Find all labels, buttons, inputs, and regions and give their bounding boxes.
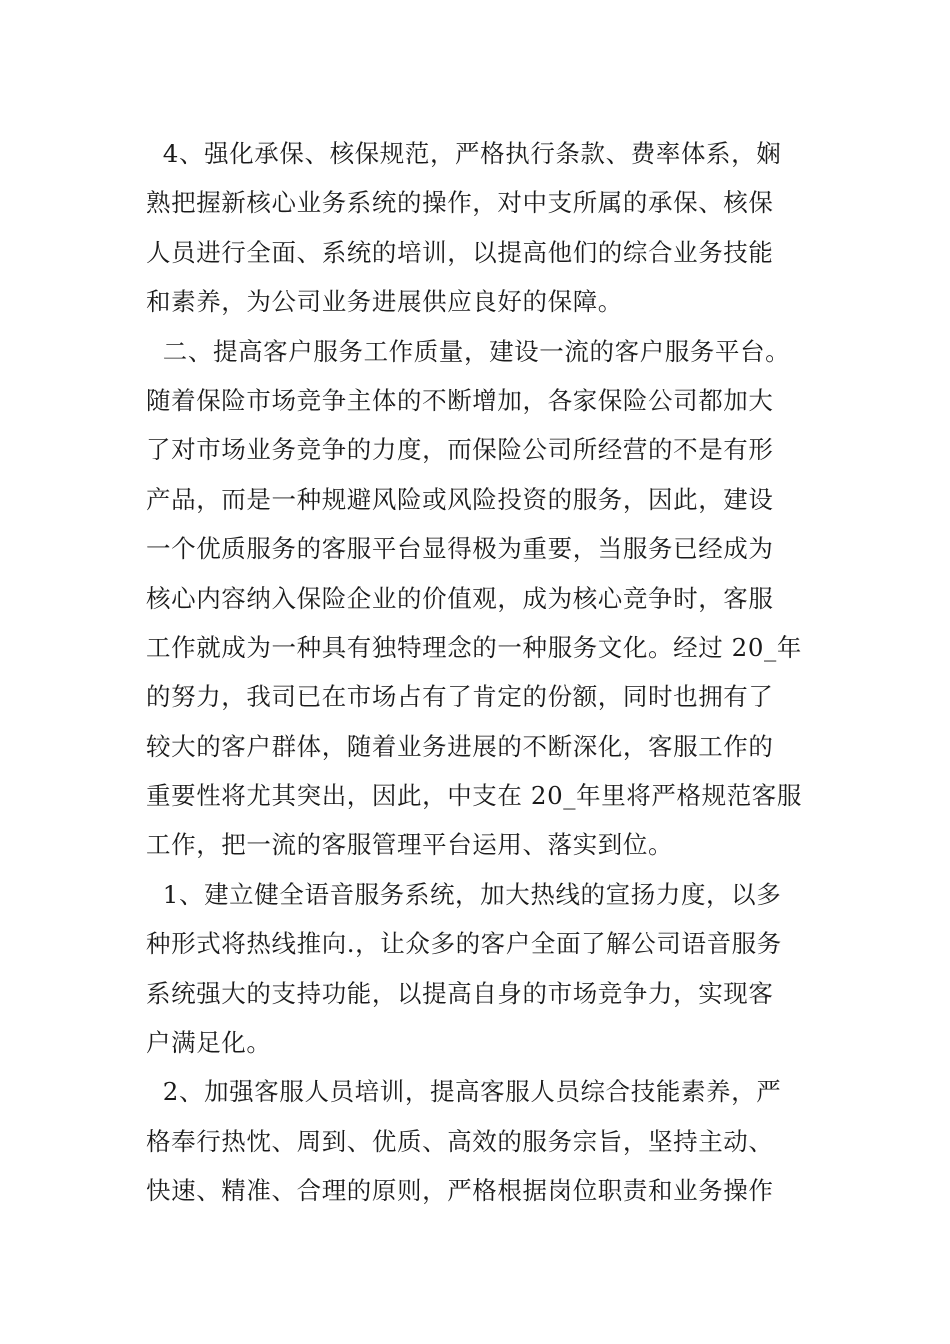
- paragraph-underwriting-norms: [146, 129, 816, 327]
- paragraph-staff-training: [146, 1067, 816, 1215]
- text-line: 工作就成为一种具有独特理念的一种服务文化。经过 20_年: [146, 632, 803, 662]
- text-line: 工作，把一流的客服管理平台运用、落实到位。: [146, 830, 674, 860]
- text-line: 一个优质服务的客服平台显得极为重要，当服务已经成为: [146, 534, 774, 564]
- text-line: 的努力，我司已在市场占有了肯定的份额，同时也拥有了: [146, 682, 774, 712]
- text-line: 格奉行热忱、周到、优质、高效的服务宗旨，坚持主动、: [146, 1126, 774, 1156]
- text-line: 熟把握新核心业务系统的操作，对中支所属的承保、核保: [146, 188, 774, 218]
- text-line: 系统强大的支持功能，以提高自身的市场竞争力，实现客: [146, 978, 774, 1008]
- text-line: 户满足化。: [146, 1028, 272, 1058]
- text-line: 1、建立健全语音服务系统，加大热线的宣扬力度，以多: [146, 879, 782, 909]
- text-line: 种形式将热线推向.，让众多的客户全面了解公司语音服务: [146, 929, 782, 959]
- text-line: 和素养，为公司业务进展供应良好的保障。: [146, 287, 623, 317]
- paragraph-voice-service-system: [146, 870, 816, 1068]
- section-heading-line: 二、提高客户服务工作质量，建设一流的客户服务平台。: [146, 336, 791, 366]
- text-line: 核心内容纳入保险企业的价值观，成为核心竞争时，客服: [146, 583, 774, 613]
- text-line: 2、加强客服人员培训，提高客服人员综合技能素养，严: [146, 1077, 782, 1107]
- text-line: 4、强化承保、核保规范，严格执行条款、费率体系，娴: [146, 139, 782, 168]
- text-line: 了对市场业务竞争的力度，而保险公司所经营的不是有形: [146, 435, 774, 465]
- text-line: 重要性将尤其突出，因此，中支在 20_年里将严格规范客服: [146, 781, 803, 811]
- text-line: 较大的客户群体，随着业务进展的不断深化，客服工作的: [146, 731, 774, 761]
- document-body: [146, 129, 816, 1216]
- paragraph-customer-service-quality: [146, 327, 816, 870]
- text-line: 产品，而是一种规避风险或风险投资的服务，因此，建设: [146, 484, 774, 514]
- text-line: 人员进行全面、系统的培训，以提高他们的综合业务技能: [146, 237, 774, 267]
- text-line: 快速、精准、合理的原则，严格根据岗位职责和业务操作: [146, 1176, 774, 1206]
- text-line: 随着保险市场竞争主体的不断增加，各家保险公司都加大: [146, 385, 774, 415]
